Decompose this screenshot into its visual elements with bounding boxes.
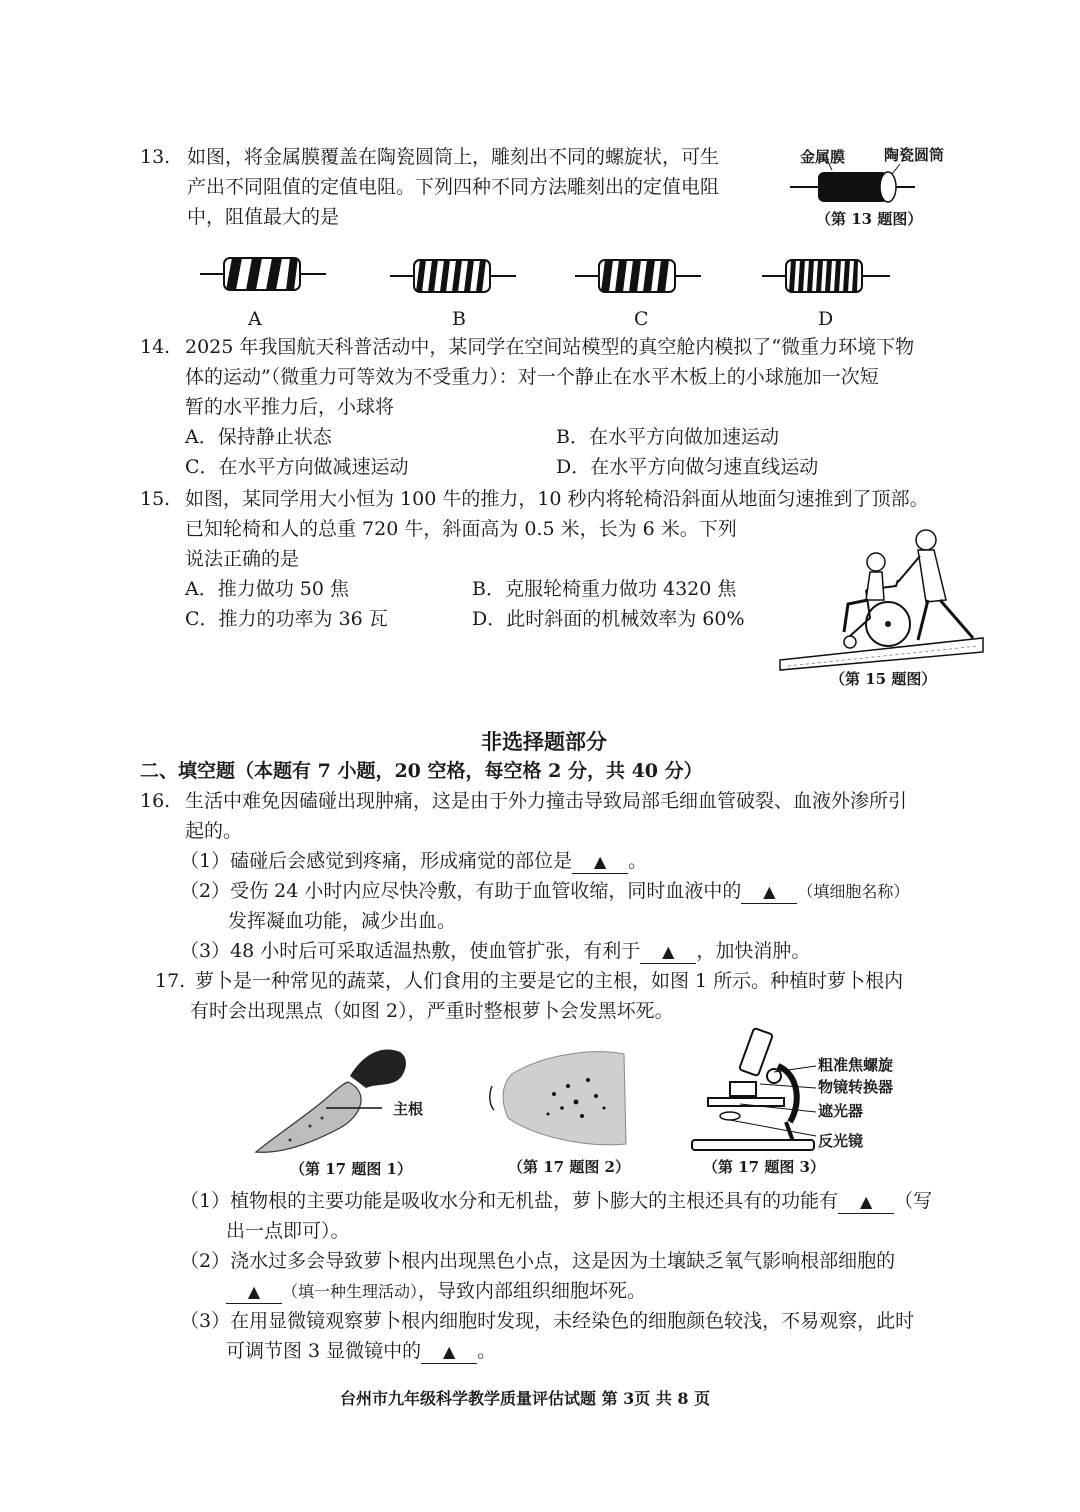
q13-text-line1: 如图，将金属膜覆盖在陶瓷圆筒上，雕刻出不同的螺旋状，可生 [187,146,720,168]
q15-fig-caption: （第 15 题图） [830,670,937,688]
q17-text-line2: 有时会出现黑点（如图 2），严重时整根萝卜会发黑坏死。 [190,1000,674,1022]
q13-fig-caption: （第 13 题图） [816,210,923,228]
triangle-marker-icon: ▲ [443,1342,456,1361]
q14-option-a: A．保持静止状态 [185,426,332,448]
q14-option-c: C．在水平方向做减速运动 [185,456,409,478]
q13-option-b-label: B [452,308,466,330]
q16-sub2-line2: 发挥凝血功能，减少出血。 [228,910,457,932]
triangle-marker-icon: ▲ [859,1192,873,1211]
q17-sub3-post: 。 [477,1340,497,1362]
q17-sub3-line2-text: 可调节图 3 显微镜中的 [226,1340,422,1362]
q17-sub2-note: （填一种生理活动） [282,1282,419,1301]
q17-sub1-post: （写 [894,1190,933,1212]
q17-microscope-figure [690,1026,820,1154]
q17-fig3-label-mirror: 反光镜 [818,1132,864,1150]
q15-option-c: C．推力的功率为 36 瓦 [185,608,388,630]
q14-text-line1: 2025 年我国航天科普活动中，某同学在空间站模型的真空舱内模拟了“微重力环境下物 [185,336,915,358]
q17-fig1-label: 主根 [393,1100,424,1118]
section-title: 非选择题部分 [481,729,607,754]
q17-sub2-answer-blank[interactable] [226,1280,282,1304]
q17-fig3-caption: （第 17 题图 3） [703,1158,825,1176]
q13-label-ceramic-tube: 陶瓷圆筒 [884,146,945,164]
q13-option-a-label: A [248,308,262,330]
q15-text-line2: 已知轮椅和人的总重 720 牛，斜面高为 0.5 米，长为 6 米。下列 [185,518,737,540]
q17-sub3-line2 [226,1336,496,1366]
q16-text-line1: 生活中难免因磕碰出现肿痛，这是由于外力撞击导致局部毛细血管破裂、血液外渗所引 [185,790,908,812]
q15-wheelchair-ramp-figure [778,520,988,670]
q13-option-c-resistor [575,254,705,298]
q15-text-line3: 说法正确的是 [185,548,300,570]
q17-fig3-label-coarse-focus: 粗准焦螺旋 [818,1056,894,1074]
section-heading: 二、填空题（本题有 7 小题，20 空格，每空格 2 分，共 40 分） [140,760,703,782]
q16-sub2-answer-blank[interactable] [741,880,797,904]
q13-option-a-resistor [200,252,330,296]
q13-text-line3: 中，阻值最大的是 [187,206,340,228]
q13-option-d-resistor [762,254,894,298]
triangle-marker-icon: ▲ [247,1282,261,1301]
triangle-marker-icon: ▲ [763,882,776,901]
q17-sub1-line2: 出一点即可）。 [226,1220,350,1242]
q16-text-line2: 起的。 [185,820,243,842]
q14-option-d: D．在水平方向做匀速直线运动 [556,456,819,478]
q13-option-b-resistor [390,254,520,298]
q13-resistor-figure [780,160,920,210]
q14-number: 14. [140,336,171,358]
q13-text-line2: 产出不同阻值的定值电阻。下列四种不同方法雕刻出的定值电阻 [187,176,720,198]
q17-text-line1: 萝卜是一种常见的蔬菜，人们食用的主要是它的主根，如图 1 所示。种植时萝卜根内 [195,970,904,992]
q16-sub3-text: （3）48 小时后可采取适温热敷，使血管扩张，有利于 [180,940,641,962]
q16-sub2-note: （填细胞名称） [797,882,910,901]
q13-label-metal-film: 金属膜 [800,148,846,166]
q16-sub3-answer-blank[interactable] [640,940,696,964]
q14-text-line2: 体的运动”（微重力可等效为不受重力）：对一个静止在水平木板上的小球施加一次短 [185,366,879,388]
q16-sub1 [180,846,647,876]
q15-option-b: B．克服轮椅重力做功 4320 焦 [472,578,737,600]
q17-fig1-caption: （第 17 题图 1） [290,1160,412,1178]
triangle-marker-icon: ▲ [662,942,675,961]
q14-option-b: B．在水平方向做加速运动 [556,426,779,448]
q17-radish-section-figure [484,1044,634,1154]
q16-number: 16. [140,790,171,812]
triangle-marker-icon: ▲ [593,852,607,871]
q15-number: 15. [140,488,171,510]
q17-number: 17. [155,970,186,992]
q16-sub3 [180,936,810,966]
q16-sub1-post: 。 [628,850,648,872]
q13-option-c-label: C [634,308,649,330]
page-footer: 台州市九年级科学教学质量评估试题 第 3页 共 8 页 [340,1389,711,1408]
q17-sub1 [180,1186,932,1216]
q15-text-line1: 如图，某同学用大小恒为 100 牛的推力，10 秒内将轮椅沿斜面从地面匀速推到了顶部。 [185,488,929,510]
q14-text-line3: 暂的水平推力后，小球将 [185,396,395,418]
q16-sub1-answer-blank[interactable] [572,850,628,874]
q17-fig2-caption: （第 17 题图 2） [508,1158,630,1176]
q16-sub3-post: ，加快消肿。 [696,940,811,962]
q13-option-d-label: D [818,308,834,330]
q16-sub2-text: （2）受伤 24 小时内应尽快冷敷，有助于血管收缩，同时血液中的 [180,880,742,902]
q17-sub2-text: （2）浇水过多会导致萝卜根内出现黑色小点，这是因为土壤缺乏氧气影响根部细胞的 [180,1250,896,1272]
q17-sub1-text: （1）植物根的主要功能是吸收水分和无机盐，萝卜膨大的主根还具有的功能有 [180,1190,839,1212]
q13-number: 13. [140,146,171,168]
q17-sub2-line2 [226,1276,646,1307]
q17-fig3-label-nosepiece: 物镜转换器 [818,1078,894,1096]
q15-option-d: D．此时斜面的机械效率为 60% [472,608,745,630]
q16-sub1-text: （1）磕碰后会感觉到疼痛，形成痛觉的部位是 [180,850,573,872]
q17-sub3-answer-blank[interactable] [421,1340,477,1364]
q17-fig3-label-diaphragm: 遮光器 [818,1102,864,1120]
q15-option-a: A．推力做功 50 焦 [185,578,349,600]
q16-sub2 [180,876,909,907]
q17-sub1-answer-blank[interactable] [838,1190,894,1214]
q17-sub2-post: ，导致内部组织细胞坏死。 [418,1280,647,1302]
q17-sub3-text: （3）在用显微镜观察萝卜根内细胞时发现，未经染色的细胞颜色较浅，不易观察，此时 [180,1310,915,1332]
